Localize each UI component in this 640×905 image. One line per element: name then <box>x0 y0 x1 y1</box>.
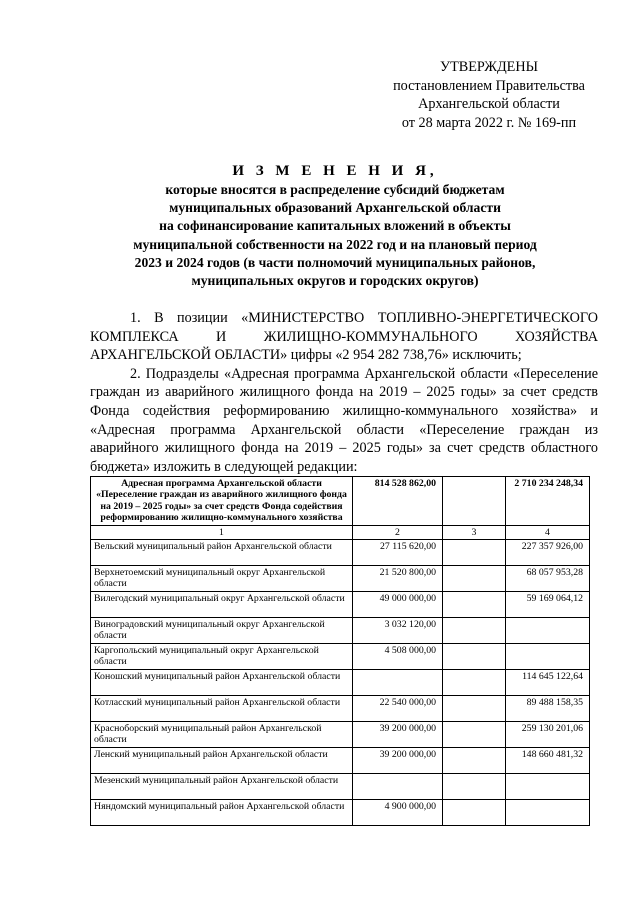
amount-col4-cell: 227 357 926,00 <box>506 540 590 566</box>
municipality-cell: Коношский муниципальный район Архангельской области <box>91 670 353 696</box>
document-title <box>80 161 590 290</box>
subsidy-table <box>90 476 590 826</box>
approval-block <box>384 58 594 132</box>
amount-2022-cell: 21 520 800,00 <box>353 566 443 592</box>
amount-2022-cell: 22 540 000,00 <box>353 696 443 722</box>
title-line: муниципальных округов и городских округов) <box>191 273 479 289</box>
municipality-cell: Красноборский муниципальный район Архангельской области <box>91 722 353 748</box>
municipality-cell: Мезенский муниципальный район Архангельской области <box>91 774 353 800</box>
amount-col4-cell: 148 660 481,32 <box>506 748 590 774</box>
amount-col3-cell <box>443 566 506 592</box>
col-number: 3 <box>443 525 506 539</box>
table-body <box>91 540 590 826</box>
table-row <box>91 566 590 592</box>
approval-line: Архангельской области <box>418 96 560 112</box>
program-col2-cell: 814 528 862,00 <box>353 477 443 526</box>
municipality-cell: Вельский муниципальный район Архангельской области <box>91 540 353 566</box>
amount-col4-cell: 259 130 201,06 <box>506 722 590 748</box>
table-row <box>91 722 590 748</box>
title-line: муниципальных образований Архангельской области <box>169 200 501 216</box>
title-line: на софинансирование капитальных вложений в объекты <box>159 218 511 234</box>
table-row <box>91 696 590 722</box>
document-body <box>90 309 598 476</box>
amount-col3-cell <box>443 592 506 618</box>
municipality-cell: Виноградовский муниципальный округ Архангельской области <box>91 618 353 644</box>
col-number: 2 <box>353 525 443 539</box>
title-line: муниципальной собственности на 2022 год и на плановый период <box>133 236 537 252</box>
amount-col3-cell <box>443 774 506 800</box>
amount-2022-cell: 49 000 000,00 <box>353 592 443 618</box>
program-name-cell: Адресная программа Архангельской области «Переселение граждан из аварийного жилищного фонда на 2019 – 2025 годы» за счет средств Фонда содействия реформированию жилищно-коммунального хозяйства <box>91 477 353 526</box>
col-number: 1 <box>91 525 353 539</box>
amount-2022-cell <box>353 670 443 696</box>
approval-date-number: от 28 марта 2022 г. № 169-пп <box>401 114 577 131</box>
amount-col3-cell <box>443 618 506 644</box>
col-number: 4 <box>506 525 590 539</box>
municipality-cell: Ленский муниципальный район Архангельской области <box>91 748 353 774</box>
municipality-cell: Котласский муниципальный район Архангельской области <box>91 696 353 722</box>
amount-col3-cell <box>443 696 506 722</box>
title-line: которые вносятся в распределение субсидий бюджетам <box>165 182 505 197</box>
amount-2022-cell: 39 200 000,00 <box>353 722 443 748</box>
municipality-cell: Верхнетоемский муниципальный округ Архангельской области <box>91 566 353 592</box>
program-col4-cell: 2 710 234 248,34 <box>506 477 590 526</box>
amount-col3-cell <box>443 748 506 774</box>
amount-col4-cell: 59 169 064,12 <box>506 592 590 618</box>
approval-line: постановлением Правительства <box>393 77 585 94</box>
amount-col4-cell: 68 057 953,28 <box>506 566 590 592</box>
paragraph-1: 1. В позиции «МИНИСТЕРСТВО ТОПЛИВНО-ЭНЕРГЕТИЧЕСКОГО КОМПЛЕКСА И ЖИЛИЩНО-КОММУНАЛЬНОГО ХОЗЯЙСТВА АРХАНГЕЛЬСКОЙ ОБЛАСТИ» цифры «2 954 282 738,76» исключить; <box>90 310 598 364</box>
amount-col4-cell <box>506 774 590 800</box>
amount-2022-cell: 39 200 000,00 <box>353 748 443 774</box>
amount-col3-cell <box>443 722 506 748</box>
approval-heading: УТВЕРЖДЕНЫ <box>440 59 538 75</box>
amount-2022-cell: 27 115 620,00 <box>353 540 443 566</box>
program-col3-cell <box>443 477 506 526</box>
table-row <box>91 540 590 566</box>
municipality-cell: Каргопольский муниципальный округ Архангельской области <box>91 644 353 670</box>
municipality-cell: Няндомский муниципальный район Архангельской области <box>91 800 353 826</box>
title-heading: И З М Е Н Е Н И Я, <box>232 163 438 179</box>
amount-2022-cell: 3 032 120,00 <box>353 618 443 644</box>
table-row <box>91 774 590 800</box>
amount-col4-cell <box>506 800 590 826</box>
amount-col3-cell <box>443 644 506 670</box>
table-row <box>91 800 590 826</box>
amount-col4-cell: 89 488 158,35 <box>506 696 590 722</box>
amount-col3-cell <box>443 800 506 826</box>
paragraph-2: 2. Подразделы «Адресная программа Архангельской области «Переселение граждан из аварийного жилищного фонда на 2019 – 2025 годы» за счет средств Фонда содействия реформированию жилищно-коммунального хозяйства» и «Адресная программа Архангельской области «Переселение граждан из аварийного жилищного фонда на 2019 – 2025 годы» за счет средств областного бюджета» изложить в следующей редакции: <box>90 365 598 475</box>
table-row <box>91 592 590 618</box>
table-row <box>91 644 590 670</box>
amount-2022-cell <box>353 774 443 800</box>
amount-2022-cell: 4 900 000,00 <box>353 800 443 826</box>
table-row <box>91 670 590 696</box>
table-header-row <box>91 477 590 526</box>
table-row <box>91 748 590 774</box>
amount-col4-cell <box>506 618 590 644</box>
municipality-cell: Вилегодский муниципальный округ Архангельской области <box>91 592 353 618</box>
column-number-row <box>91 525 590 539</box>
table-row <box>91 618 590 644</box>
amount-col4-cell <box>506 644 590 670</box>
title-line: 2023 и 2024 годов (в части полномочий муниципальных районов, <box>134 254 536 270</box>
amount-col3-cell <box>443 670 506 696</box>
amount-2022-cell: 4 508 000,00 <box>353 644 443 670</box>
amount-col4-cell: 114 645 122,64 <box>506 670 590 696</box>
amount-col3-cell <box>443 540 506 566</box>
